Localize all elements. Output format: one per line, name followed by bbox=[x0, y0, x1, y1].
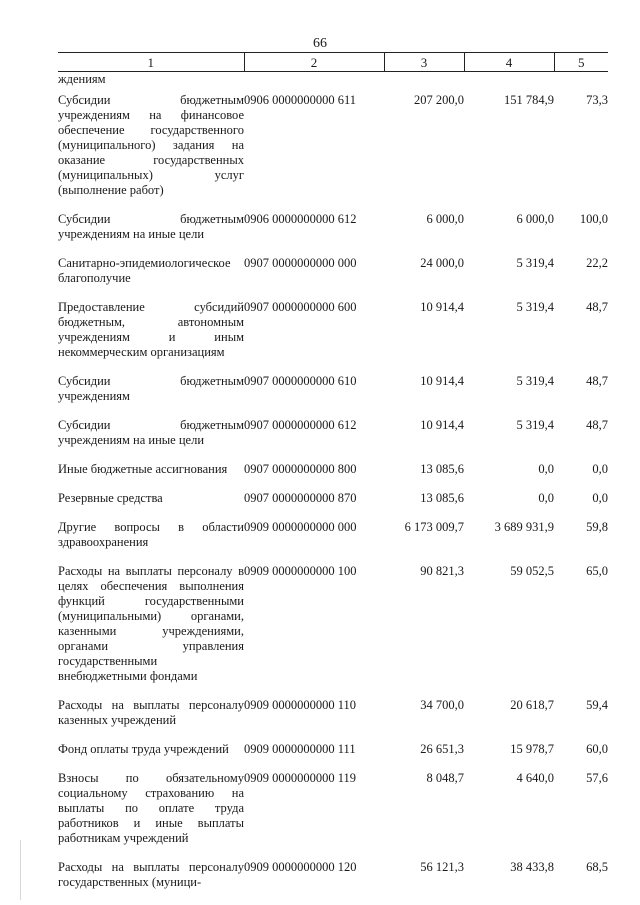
row-code-cell: 0907 0000000000 600 bbox=[244, 300, 357, 314]
row-name-cell: Предоставление субсидий бюджетным, автономным учреждениям и иным некоммерческим организациям bbox=[58, 300, 244, 359]
row-name-cell: ждениям bbox=[58, 72, 106, 86]
row-code-cell: 0907 0000000000 800 bbox=[244, 462, 357, 476]
column-header-3: 3 bbox=[384, 53, 464, 72]
table-row bbox=[58, 491, 608, 520]
row-fact-cell: 59 052,5 bbox=[510, 564, 554, 578]
row-plan-cell: 26 651,3 bbox=[420, 742, 464, 756]
row-percent-cell: 68,5 bbox=[586, 860, 608, 874]
row-name-cell: Другие вопросы в области здравоохранения bbox=[58, 520, 244, 549]
row-name-cell: Субсидии бюджетным учреждениям на иные цели bbox=[58, 418, 244, 447]
column-header-5: 5 bbox=[554, 53, 608, 72]
row-percent-cell: 48,7 bbox=[586, 300, 608, 314]
row-plan-cell: 8 048,7 bbox=[426, 771, 464, 785]
row-name-cell: Расходы на выплаты персоналу государственных (муници- bbox=[58, 860, 244, 889]
row-fact-cell: 0,0 bbox=[538, 491, 554, 505]
row-name-cell: Расходы на выплаты персоналу казенных учреждений bbox=[58, 698, 244, 727]
table-row bbox=[58, 860, 608, 904]
row-percent-cell: 0,0 bbox=[592, 491, 608, 505]
table-row bbox=[58, 256, 608, 300]
row-plan-cell: 10 914,4 bbox=[420, 418, 464, 432]
row-plan-cell: 6 173 009,7 bbox=[404, 520, 464, 534]
table-row bbox=[58, 520, 608, 564]
row-plan-cell: 10 914,4 bbox=[420, 374, 464, 388]
row-percent-cell: 22,2 bbox=[586, 256, 608, 270]
row-percent-cell: 57,6 bbox=[586, 771, 608, 785]
column-number-row bbox=[58, 53, 608, 72]
row-code-cell: 0909 0000000000 100 bbox=[244, 564, 357, 578]
row-percent-cell bbox=[554, 72, 608, 94]
row-fact-cell: 5 319,4 bbox=[516, 256, 554, 270]
table-row bbox=[58, 462, 608, 491]
row-name-cell: Взносы по обязательному социальному страхованию на выплаты по оплате труда работников и иные выплаты работникам учреждений bbox=[58, 771, 244, 845]
budget-table bbox=[58, 52, 608, 904]
table-row bbox=[58, 418, 608, 462]
row-name-cell: Санитарно-эпидемиологическое благополучие bbox=[58, 256, 231, 285]
row-code-cell: 0909 0000000000 120 bbox=[244, 860, 357, 874]
row-code-cell: 0909 0000000000 000 bbox=[244, 520, 357, 534]
row-plan-cell bbox=[384, 72, 464, 94]
row-percent-cell: 0,0 bbox=[592, 462, 608, 476]
table-row bbox=[58, 93, 608, 212]
row-code-cell bbox=[244, 72, 384, 94]
table-row bbox=[58, 771, 608, 860]
table-body bbox=[58, 72, 608, 905]
table-row bbox=[58, 374, 608, 418]
row-percent-cell: 48,7 bbox=[586, 418, 608, 432]
row-fact-cell: 4 640,0 bbox=[516, 771, 554, 785]
row-plan-cell: 24 000,0 bbox=[420, 256, 464, 270]
row-percent-cell: 73,3 bbox=[586, 93, 608, 107]
row-name-cell: Резервные средства bbox=[58, 491, 163, 505]
row-fact-cell: 0,0 bbox=[538, 462, 554, 476]
row-plan-cell: 6 000,0 bbox=[426, 212, 464, 226]
row-percent-cell: 65,0 bbox=[586, 564, 608, 578]
row-plan-cell: 13 085,6 bbox=[420, 462, 464, 476]
row-percent-cell: 48,7 bbox=[586, 374, 608, 388]
row-name-cell: Субсидии бюджетным учреждениям bbox=[58, 374, 244, 403]
scan-margin-line bbox=[20, 840, 21, 900]
row-name-cell: Расходы на выплаты персоналу в целях обеспечения выполнения функций государственными (муниципальными) органами, казенными учреждениями, органами управления государственными внебюджетными фондами bbox=[58, 564, 244, 683]
table-row bbox=[58, 72, 608, 94]
row-fact-cell: 151 784,9 bbox=[504, 93, 554, 107]
row-code-cell: 0907 0000000000 612 bbox=[244, 418, 357, 432]
row-name-cell: Субсидии бюджетным учреждениям на иные цели bbox=[58, 212, 244, 241]
column-header-4: 4 bbox=[464, 53, 554, 72]
table-row bbox=[58, 212, 608, 256]
row-fact-cell: 38 433,8 bbox=[510, 860, 554, 874]
row-plan-cell: 90 821,3 bbox=[420, 564, 464, 578]
row-code-cell: 0909 0000000000 119 bbox=[244, 771, 357, 785]
row-plan-cell: 13 085,6 bbox=[420, 491, 464, 505]
row-plan-cell: 34 700,0 bbox=[420, 698, 464, 712]
page-number: 66 bbox=[313, 36, 327, 51]
row-name-cell: Субсидии бюджетным учреждениям на финансовое обеспечение государственного (муниципального) задания на оказание государственных (муниципальных) услуг (выполнение работ) bbox=[58, 93, 244, 197]
row-code-cell: 0907 0000000000 870 bbox=[244, 491, 357, 505]
row-fact-cell: 5 319,4 bbox=[516, 374, 554, 388]
row-name-cell: Иные бюджетные ассигнования bbox=[58, 462, 228, 476]
row-code-cell: 0907 0000000000 610 bbox=[244, 374, 357, 388]
column-header-1: 1 bbox=[58, 53, 244, 72]
row-percent-cell: 60,0 bbox=[586, 742, 608, 756]
table-row bbox=[58, 300, 608, 374]
row-fact-cell: 5 319,4 bbox=[516, 300, 554, 314]
table-row bbox=[58, 564, 608, 698]
row-code-cell: 0907 0000000000 000 bbox=[244, 256, 357, 270]
column-header-2: 2 bbox=[244, 53, 384, 72]
row-plan-cell: 10 914,4 bbox=[420, 300, 464, 314]
row-fact-cell: 3 689 931,9 bbox=[494, 520, 554, 534]
row-fact-cell: 15 978,7 bbox=[510, 742, 554, 756]
row-plan-cell: 207 200,0 bbox=[414, 93, 464, 107]
row-code-cell: 0906 0000000000 611 bbox=[244, 93, 357, 107]
row-plan-cell: 56 121,3 bbox=[420, 860, 464, 874]
row-code-cell: 0909 0000000000 111 bbox=[244, 742, 356, 756]
row-percent-cell: 100,0 bbox=[579, 212, 608, 226]
row-code-cell: 0906 0000000000 612 bbox=[244, 212, 357, 226]
row-fact-cell: 5 319,4 bbox=[516, 418, 554, 432]
row-name-cell: Фонд оплаты труда учреждений bbox=[58, 742, 229, 756]
table-row bbox=[58, 742, 608, 771]
row-fact-cell: 6 000,0 bbox=[516, 212, 554, 226]
row-percent-cell: 59,8 bbox=[586, 520, 608, 534]
row-percent-cell: 59,4 bbox=[586, 698, 608, 712]
row-fact-cell bbox=[464, 72, 554, 94]
row-fact-cell: 20 618,7 bbox=[510, 698, 554, 712]
table-row bbox=[58, 698, 608, 742]
row-code-cell: 0909 0000000000 110 bbox=[244, 698, 357, 712]
